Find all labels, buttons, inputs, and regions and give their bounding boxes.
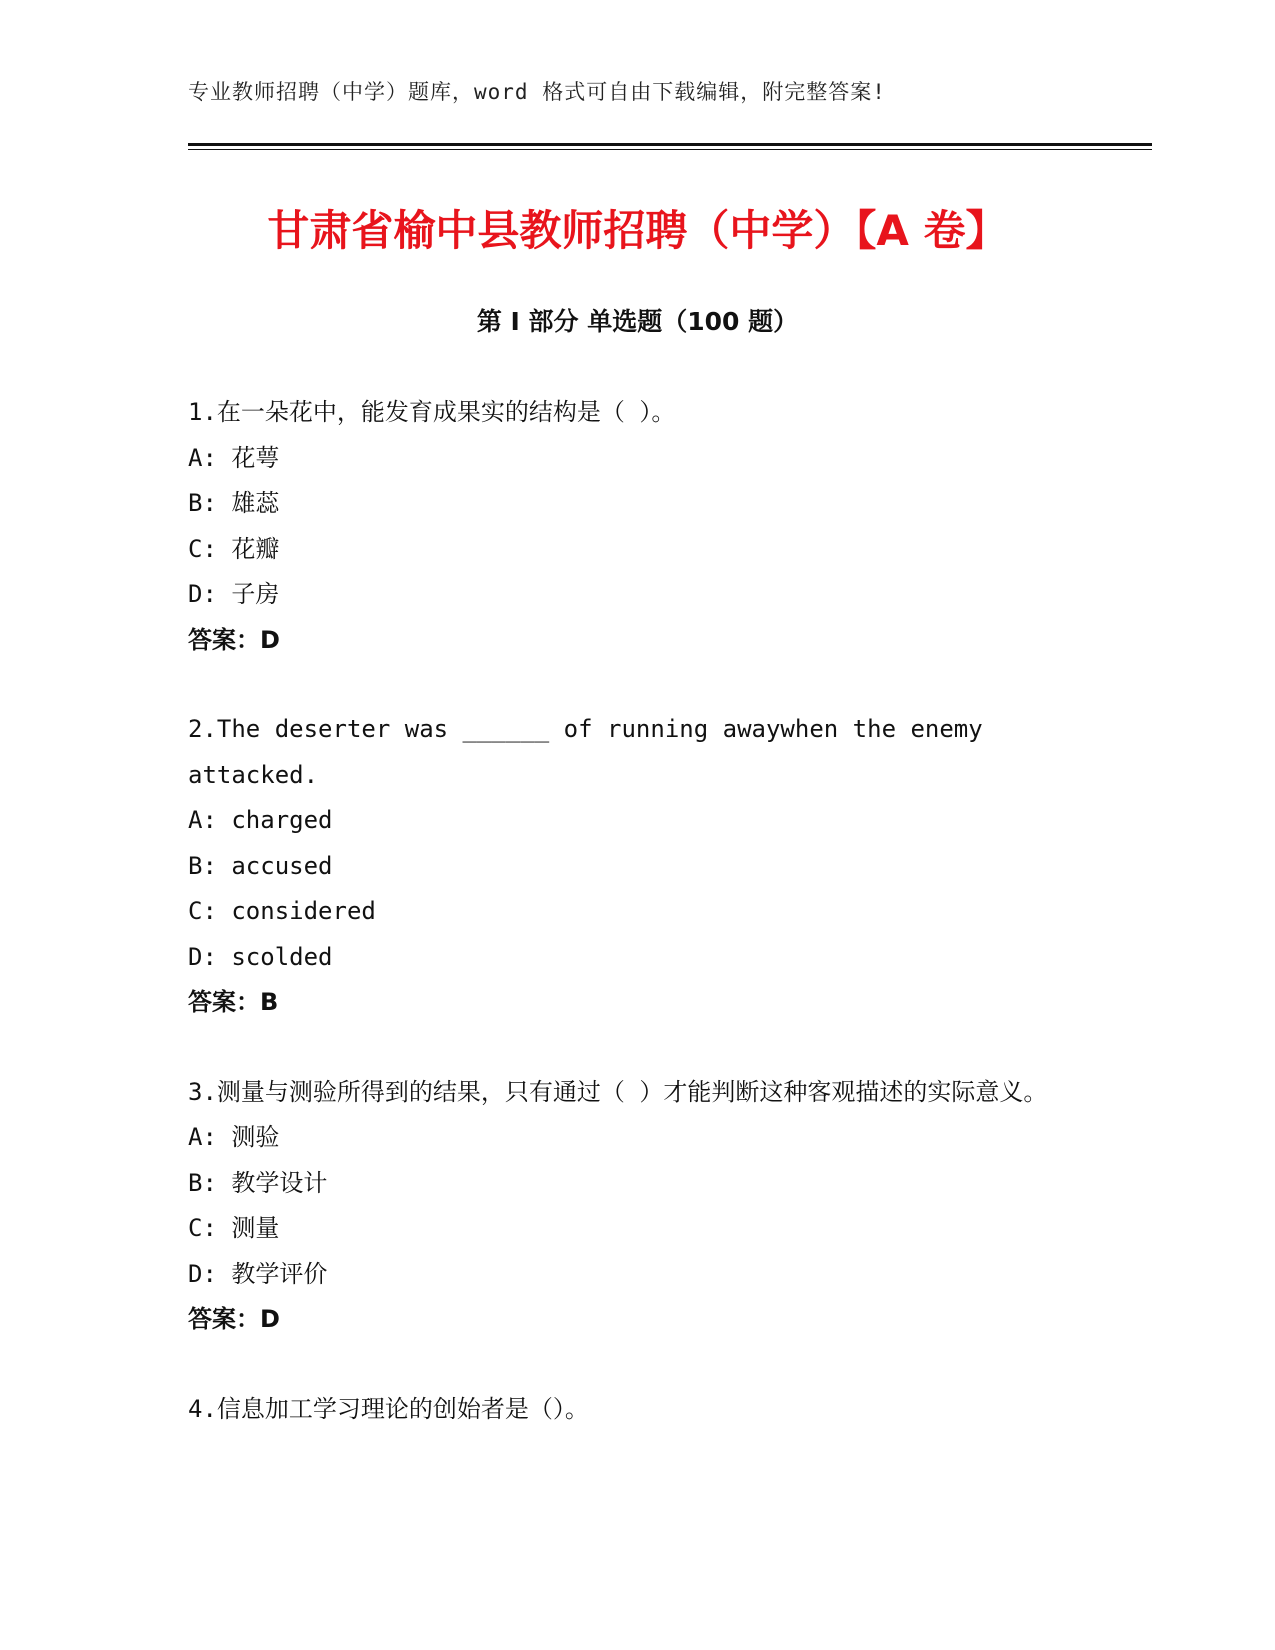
option-b: B: 教学设计 <box>188 1168 328 1197</box>
option-b: B: accused <box>188 851 333 880</box>
option-a: A: 测验 <box>188 1123 280 1151</box>
option-a: A: 花萼 <box>188 443 280 472</box>
question-2 <box>188 707 1088 1026</box>
section-title: 第 I 部分 单选题（100 题） <box>476 307 799 336</box>
option-d: D: 子房 <box>188 580 280 608</box>
header-divider-thick <box>188 143 1152 146</box>
option-c: C: considered <box>188 897 376 925</box>
question-text: 1.在一朵花中，能发育成果实的结构是（ ）。 <box>188 398 676 426</box>
option-b: B: 雄蕊 <box>188 489 280 517</box>
question-text: 3.测量与测验所得到的结果，只有通过（ ）才能判断这种客观描述的实际意义。 <box>188 1077 1048 1106</box>
option-a: A: charged <box>188 806 333 834</box>
option-d: D: 教学评价 <box>188 1259 328 1288</box>
header-divider-thin <box>188 149 1152 150</box>
question-4 <box>188 1387 1088 1433</box>
header-note: 专业教师招聘（中学）题库，word 格式可自由下载编辑，附完整答案! <box>188 80 886 104</box>
question-1 <box>188 390 1088 663</box>
question-text: 2.The deserter was ______ of running awaywhen the enemy attacked. <box>188 715 983 789</box>
answer: 答案：D <box>188 1305 280 1333</box>
document-title: 甘肃省榆中县教师招聘（中学）【A 卷】 <box>267 206 1008 255</box>
answer: 答案：B <box>188 988 279 1016</box>
answer: 答案：D <box>188 625 280 654</box>
option-c: C: 花瓣 <box>188 534 280 563</box>
question-list <box>188 390 1088 1476</box>
option-d: D: scolded <box>188 942 333 971</box>
question-3 <box>188 1070 1088 1343</box>
question-text: 4.信息加工学习理论的创始者是（）。 <box>188 1394 589 1423</box>
option-c: C: 测量 <box>188 1214 280 1242</box>
